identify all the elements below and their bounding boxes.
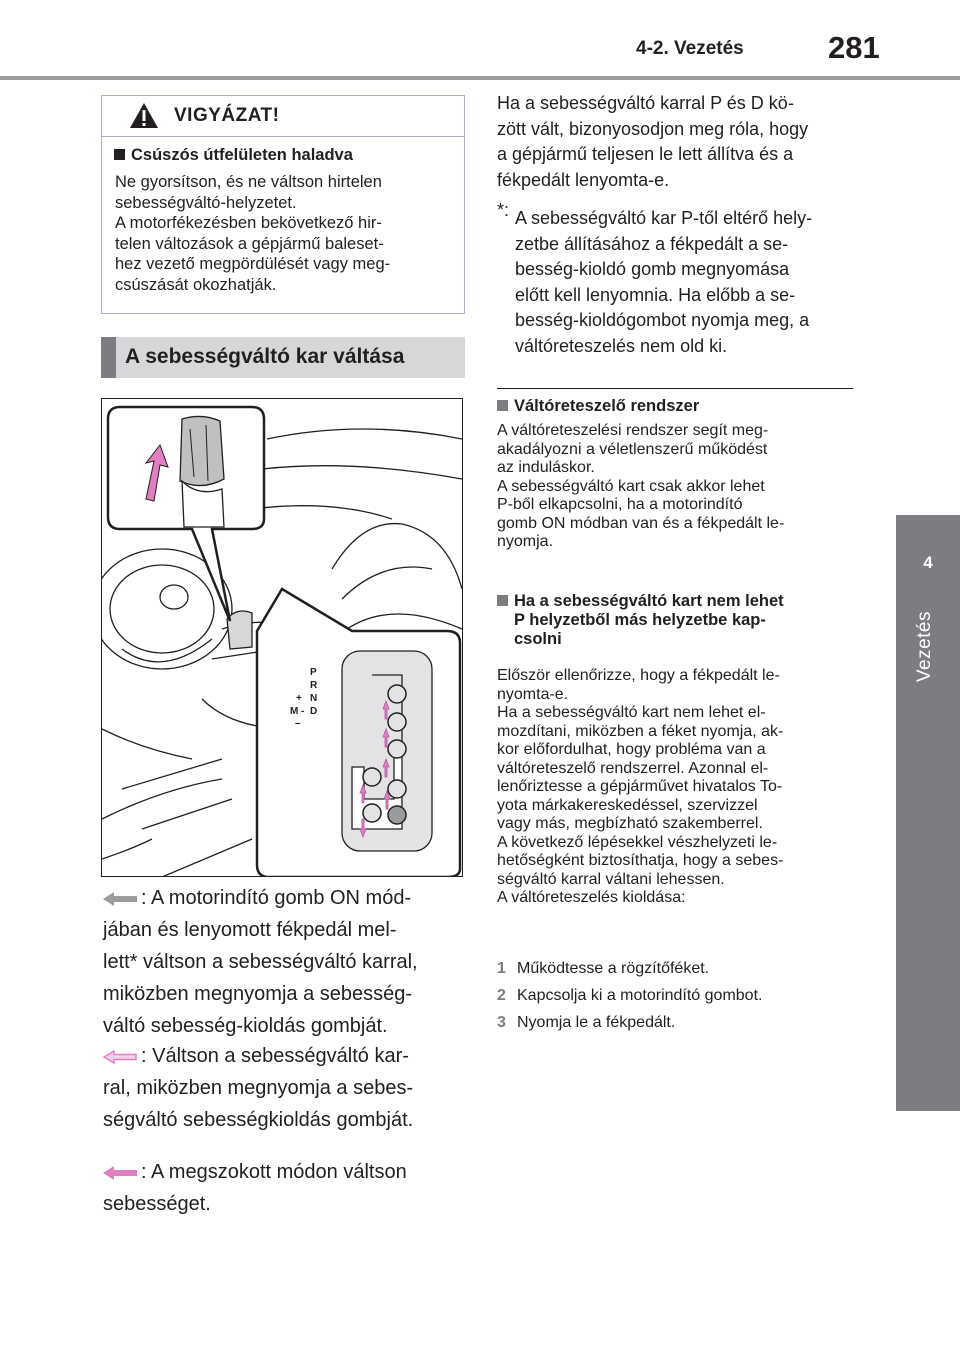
manual-minus-label: – xyxy=(295,718,301,729)
step-3: 3 Nyomja le a fékpedált. xyxy=(497,1014,676,1031)
subsection-title-lock: Váltóreteszelő rendszer xyxy=(497,397,699,416)
gear-r-label: R xyxy=(310,680,318,691)
manual-plus-label: + xyxy=(296,693,302,704)
divider xyxy=(497,388,853,389)
warning-text: Ne gyorsítson, és ne váltson hirtelen sebességváltó-helyzetet. A motorfékezésben bekövetkező hir- telen változások a gépjármű baleset- hez vezető megpördülését vagy meg- csúszását okozhatják. xyxy=(115,173,391,294)
step-2: 2 Kapcsolja ki a motorindító gombot. xyxy=(497,987,763,1004)
bullet-square-icon xyxy=(114,149,125,160)
chapter-tab[interactable] xyxy=(896,515,960,1111)
gear-d-label: D xyxy=(310,706,318,717)
illustration-drawing xyxy=(102,399,463,877)
warning-header xyxy=(102,96,464,137)
legend-item-pink-outline: : Váltson a sebességváltó kar- ral, miközben megnyomja a sebes- ségváltó sebességkioldás gombját. xyxy=(103,1045,414,1131)
pink-arrow-icon xyxy=(103,1166,137,1180)
bullet-square-icon xyxy=(497,595,508,606)
step-1: 1 Működtesse a rögzítőféket. xyxy=(497,960,710,977)
shift-lever-illustration xyxy=(101,398,463,877)
pink-outline-arrow-icon xyxy=(103,1050,137,1064)
section-title: 4-2. Vezetés xyxy=(636,38,744,59)
warning-title: VIGYÁZAT! xyxy=(174,105,280,126)
warning-box xyxy=(101,95,465,314)
legend-item-pink: : A megszokott módon váltson sebességet. xyxy=(103,1161,407,1215)
grey-arrow-icon xyxy=(103,892,137,906)
lock-paragraph: A váltóreteszelési rendszer segít meg- akadályozni a véletlenszerű működést az induláskor. A sebességváltó kart csak akkor lehet P-ből elkapcsolni, ha a motorindító gomb ON módban van és a fékpedált le- nyomja. xyxy=(497,422,785,550)
chapter-label: Vezetés xyxy=(914,611,935,683)
warning-subheading: Csúszós útfelületen haladva xyxy=(114,146,353,165)
section-heading xyxy=(101,337,465,378)
gear-p-label: P xyxy=(310,667,317,678)
page-number: 281 xyxy=(828,30,880,65)
bullet-square-icon xyxy=(497,400,508,411)
stuck-paragraph: Először ellenőrizze, hogy a fékpedált le- nyomta-e. Ha a sebességváltó kart nem lehet el- mozdítani, miközben a féket nyomja, ak- kor előfordulhat, hogy probléma van a váltóreteszelő rendszerrel. Azonnal el- lenőriztesse a gépjárművet hivatalos To- yota márkakereskedéssel, szervizzel vagy más, megbízható szakemberrel. A következő lépésekkel vészhelyzeti le- hetőségként biztosíthatja, hogy a sebes- ségváltó karral váltani lehessen. A váltóreteszelés kioldása: xyxy=(497,667,784,906)
legend-item-grey: : A motorindító gomb ON mód- jában és lenyomott fékpedál mel- lett* váltson a sebességváltó karral, miközben megnyomja a sebesség- váltó sebesség-kioldás gombját. xyxy=(103,887,418,1037)
gear-n-label: N xyxy=(310,693,318,704)
header-rule xyxy=(0,76,960,80)
footnote-text: A sebességváltó kar P-től eltérő hely- zetbe állításához a fékpedált a se- besség-kioldó gomb megnyomása előtt kell lenyomnia. Ha előbb a se- besség-kioldógombot nyomja meg, a váltóreteszelés nem old ki. xyxy=(515,208,813,356)
intro-paragraph: Ha a sebességváltó karral P és D kö- zött vált, bizonyosodjon meg róla, hogy a gépjármű teljesen le lett állítva és a fékpedált lenyomta-e. xyxy=(497,93,809,190)
footnote-mark: *: xyxy=(497,200,510,220)
chapter-number: 4 xyxy=(923,553,933,572)
section-heading-text: A sebességváltó kar váltása xyxy=(125,345,405,368)
warning-triangle-icon xyxy=(129,102,159,129)
heading-bar xyxy=(101,337,116,378)
manual-dash-label: - xyxy=(301,706,305,717)
manual-m-label: M xyxy=(290,706,299,717)
subsection-title-stuck: Ha a sebességváltó kart nem lehet P helyzetből más helyzetbe kap- csolni xyxy=(497,592,857,649)
